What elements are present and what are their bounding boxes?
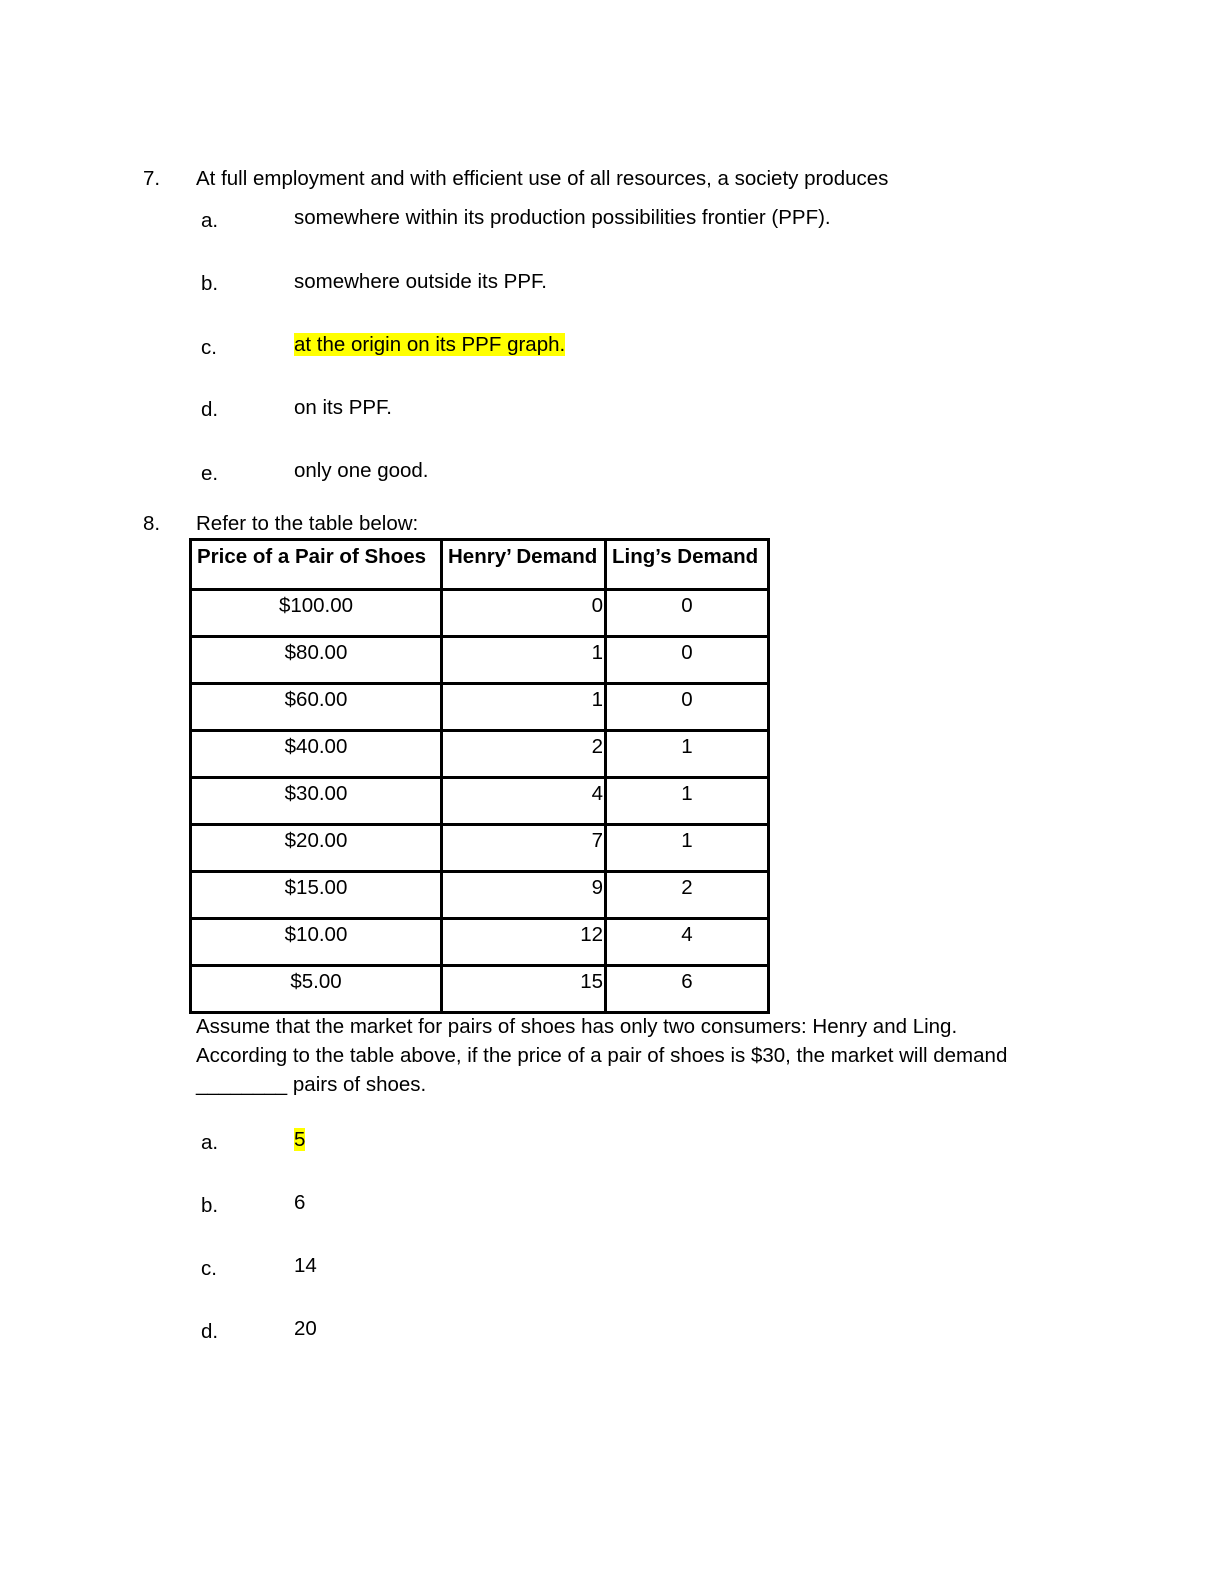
henry-demand-cell: 7 bbox=[442, 825, 606, 872]
henry-demand-cell: 0 bbox=[442, 590, 606, 637]
ling-demand-cell: 1 bbox=[606, 825, 769, 872]
q7-option-d-letter: d. bbox=[201, 398, 219, 421]
q8-option-c-letter: c. bbox=[201, 1257, 217, 1280]
table-row bbox=[191, 590, 769, 637]
q8-option-d-letter: d. bbox=[201, 1320, 219, 1343]
question-7-number: 7. bbox=[143, 167, 161, 190]
q7-option-d-text: on its PPF. bbox=[294, 396, 392, 419]
price-cell: $15.00 bbox=[191, 872, 442, 919]
price-cell: $100.00 bbox=[191, 590, 442, 637]
table-row bbox=[191, 731, 769, 778]
question-8-stem: Refer to the table below: bbox=[196, 512, 419, 535]
q7-option-c-letter: c. bbox=[201, 336, 217, 359]
price-cell: $80.00 bbox=[191, 637, 442, 684]
henry-demand-cell: 15 bbox=[442, 966, 606, 1013]
henry-demand-cell: 4 bbox=[442, 778, 606, 825]
ling-demand-cell: 0 bbox=[606, 684, 769, 731]
table-row bbox=[191, 825, 769, 872]
price-cell: $30.00 bbox=[191, 778, 442, 825]
q7-option-e-text: only one good. bbox=[294, 459, 429, 482]
price-cell: $60.00 bbox=[191, 684, 442, 731]
ling-demand-cell: 2 bbox=[606, 872, 769, 919]
price-cell: $40.00 bbox=[191, 731, 442, 778]
henry-demand-cell: 1 bbox=[442, 637, 606, 684]
header-price: Price of a Pair of Shoes bbox=[191, 540, 442, 590]
henry-demand-cell: 9 bbox=[442, 872, 606, 919]
q7-option-c-text bbox=[294, 333, 565, 357]
table-row bbox=[191, 684, 769, 731]
ling-demand-cell: 1 bbox=[606, 731, 769, 778]
q7-option-a-text: somewhere within its production possibilities frontier (PPF). bbox=[294, 206, 831, 229]
q8-option-b-letter: b. bbox=[201, 1194, 219, 1217]
shoe-demand-table bbox=[189, 538, 770, 1014]
question-7-stem: At full employment and with efficient use of all resources, a society produces bbox=[196, 167, 889, 190]
q8-option-b-text: 6 bbox=[294, 1191, 306, 1214]
q8-followup-line-3: ________ pairs of shoes. bbox=[196, 1073, 427, 1096]
ling-demand-cell: 0 bbox=[606, 590, 769, 637]
henry-demand-cell: 12 bbox=[442, 919, 606, 966]
q8-option-c-text: 14 bbox=[294, 1254, 317, 1277]
table-row bbox=[191, 919, 769, 966]
table-header-row bbox=[191, 540, 769, 590]
table-row bbox=[191, 872, 769, 919]
q7-option-e-letter: e. bbox=[201, 462, 219, 485]
header-henry-demand: Henry’ Demand bbox=[442, 540, 606, 590]
ling-demand-cell: 6 bbox=[606, 966, 769, 1013]
henry-demand-cell: 1 bbox=[442, 684, 606, 731]
q8-followup-line-2: According to the table above, if the price of a pair of shoes is $30, the market will demand bbox=[196, 1044, 1008, 1067]
ling-demand-cell: 1 bbox=[606, 778, 769, 825]
ling-demand-cell: 0 bbox=[606, 637, 769, 684]
question-8-number: 8. bbox=[143, 512, 161, 535]
q8-option-d-text: 20 bbox=[294, 1317, 317, 1340]
table-row bbox=[191, 637, 769, 684]
price-cell: $20.00 bbox=[191, 825, 442, 872]
q8-followup-line-1: Assume that the market for pairs of shoes has only two consumers: Henry and Ling. bbox=[196, 1015, 958, 1038]
table-row bbox=[191, 966, 769, 1013]
ling-demand-cell: 4 bbox=[606, 919, 769, 966]
q7-option-a-letter: a. bbox=[201, 209, 219, 232]
q8-option-a-letter: a. bbox=[201, 1131, 219, 1154]
q8-option-a-text bbox=[294, 1128, 305, 1152]
q8-option-a-highlight: 5 bbox=[294, 1128, 306, 1151]
henry-demand-cell: 2 bbox=[442, 731, 606, 778]
q7-option-c-highlight: at the origin on its PPF graph. bbox=[294, 333, 566, 356]
price-cell: $10.00 bbox=[191, 919, 442, 966]
q7-option-b-letter: b. bbox=[201, 272, 219, 295]
table-row bbox=[191, 778, 769, 825]
price-cell: $5.00 bbox=[191, 966, 442, 1013]
q7-option-b-text: somewhere outside its PPF. bbox=[294, 270, 547, 293]
header-ling-demand: Ling’s Demand bbox=[606, 540, 769, 590]
